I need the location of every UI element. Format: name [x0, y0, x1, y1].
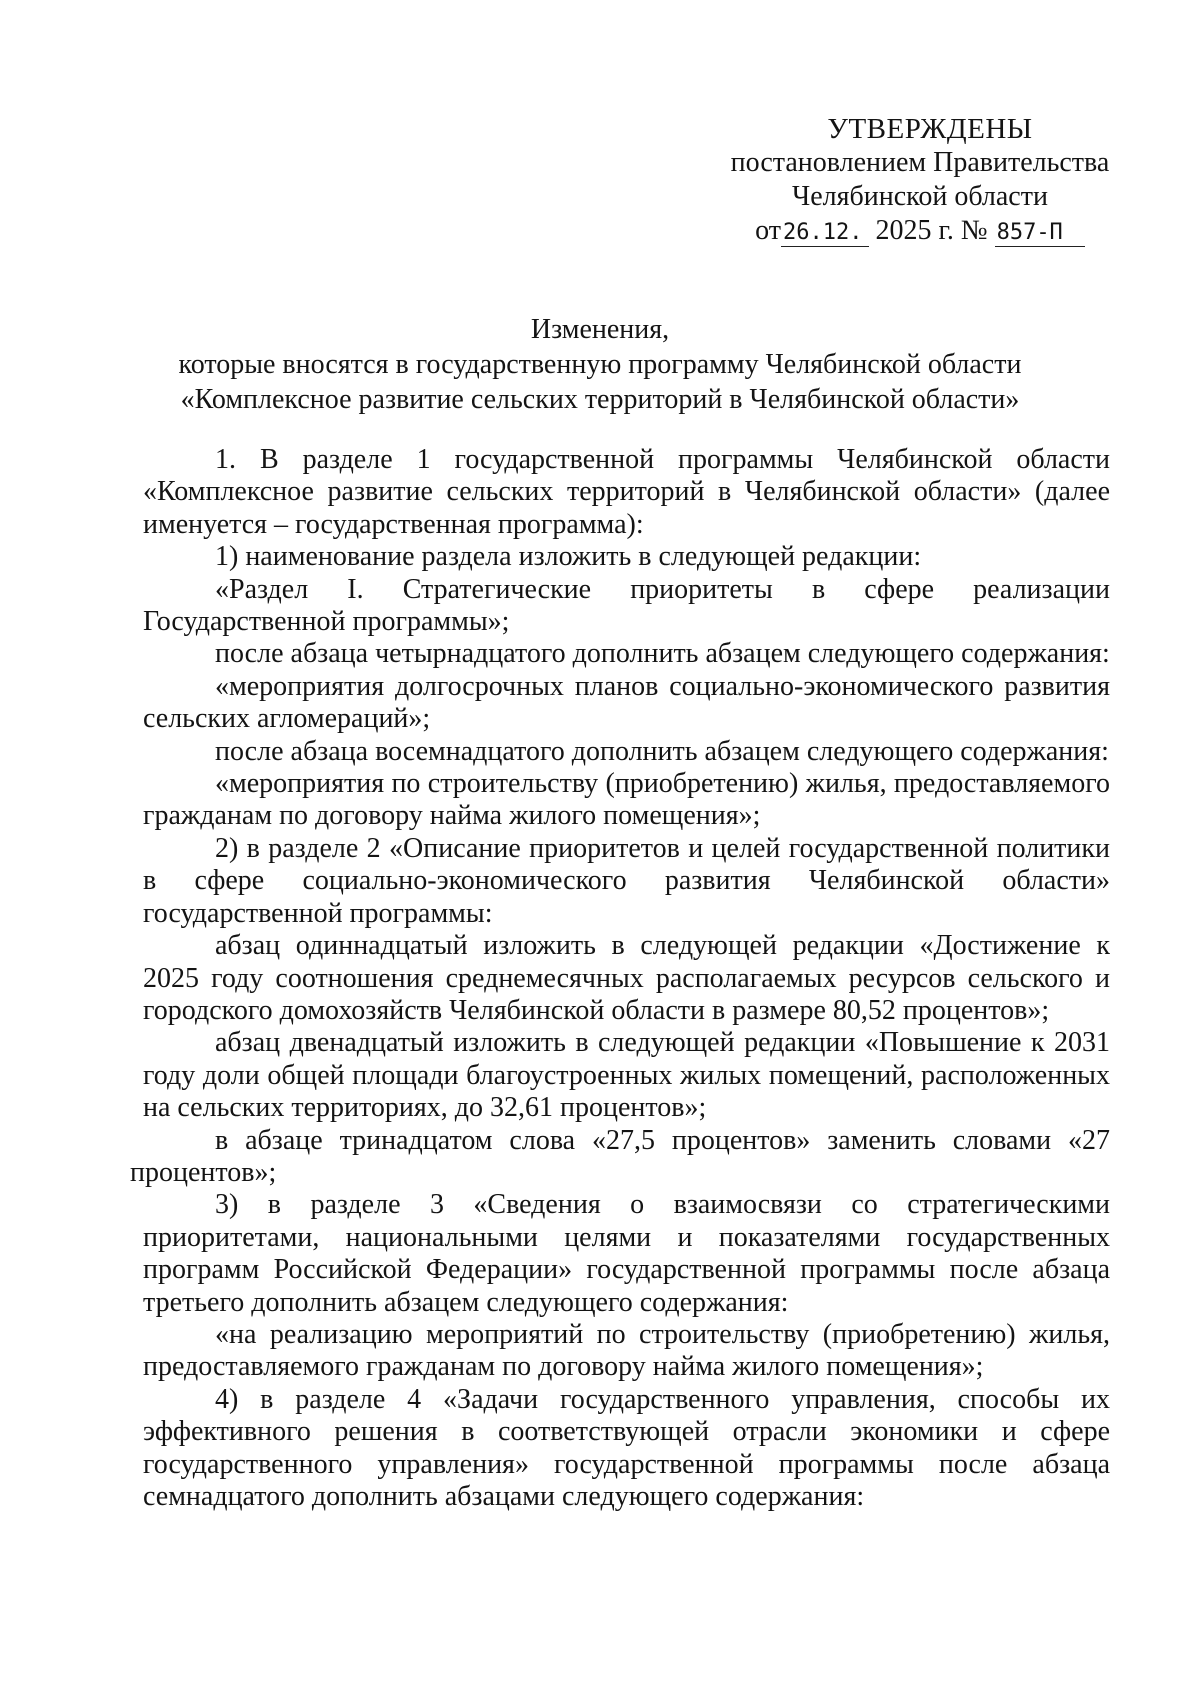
paragraph-housing: «мероприятия по строительству (приобретению) жилья, предоставляемого гражданам по договору найма жилого помещения»;: [143, 768, 1110, 832]
paragraph-subitem-1: 1) наименование раздела изложить в следующей редакции:: [215, 541, 922, 573]
approval-stamp-block: [700, 112, 1140, 248]
paragraph-after-14: после абзаца четырнадцатого дополнить абзацем следующего содержания:: [215, 638, 1110, 670]
paragraph-twelfth: абзац двенадцатый изложить в следующей редакции «Повышение к 2031 году доли общей площади благоустроенных жилых помещений, расположенных на сельских территориях, до 32,61 процентов»;: [143, 1027, 1110, 1124]
date-prefix: от: [755, 215, 782, 246]
date-year: 2025 г. №: [875, 215, 988, 246]
resolution-number: 857-П: [995, 220, 1085, 247]
approval-region-line: Челябинской области: [792, 181, 1048, 212]
approval-title: УТВЕРЖДЕНЫ: [827, 113, 1033, 145]
approval-resolution-line: постановлением Правительства: [730, 147, 1110, 178]
date-value: 26.12.: [781, 220, 868, 247]
heading-subtitle: которые вносятся в государственную программу Челябинской области: [178, 349, 1022, 380]
heading-program-name: «Комплексное развитие сельских территорий в Челябинской области»: [180, 384, 1020, 415]
document-heading: [140, 312, 1060, 417]
document-body: [130, 444, 1110, 1513]
paragraph-item-1: 1. В разделе 1 государственной программы Челябинской области «Комплексное развитие сельских территорий в Челябинской области» (далее именуется – государственная программа):: [143, 444, 1110, 540]
heading-title: Изменения,: [530, 314, 670, 345]
paragraph-thirteenth: в абзаце тринадцатом слова «27,5 процентов» заменить словами «27 процентов»;: [130, 1124, 1110, 1188]
paragraph-agglomerations: «мероприятия долгосрочных планов социально-экономического развития сельских агломераций»;: [143, 670, 1110, 735]
paragraph-eleventh: абзац одиннадцатый изложить в следующей редакции «Достижение к 2025 году соотношения среднемесячных располагаемых ресурсов сельского и городского домохозяйств Челябинской области в размере 80,52 процентов»;: [143, 930, 1110, 1026]
paragraph-subitem-4: 4) в разделе 4 «Задачи государственного управления, способы их эффективного решения в соответствующей отрасли экономики и сфере государственного управления» государственной программы после абзаца семнадцатого дополнить абзацами следующего содержания:: [143, 1383, 1110, 1512]
paragraph-subitem-2: 2) в разделе 2 «Описание приоритетов и целей государственной политики в сфере социально-экономического развития Челябинской области» государственной программы:: [143, 832, 1110, 929]
paragraph-section-name: «Раздел I. Стратегические приоритеты в сфере реализации Государственной программы»;: [143, 573, 1110, 638]
paragraph-housing-measures: «на реализацию мероприятий по строительству (приобретению) жилья, предоставляемого гражданам по договору найма жилого помещения»;: [143, 1318, 1110, 1383]
approval-date-line: [700, 214, 1140, 248]
paragraph-subitem-3: 3) в разделе 3 «Сведения о взаимосвязи со стратегическими приоритетами, национальными целями и показателями государственных программ Российской Федерации» государственной программы после абзаца третьего дополнить абзацем следующего содержания:: [143, 1189, 1110, 1318]
paragraph-after-18: после абзаца восемнадцатого дополнить абзацем следующего содержания:: [215, 735, 1109, 767]
